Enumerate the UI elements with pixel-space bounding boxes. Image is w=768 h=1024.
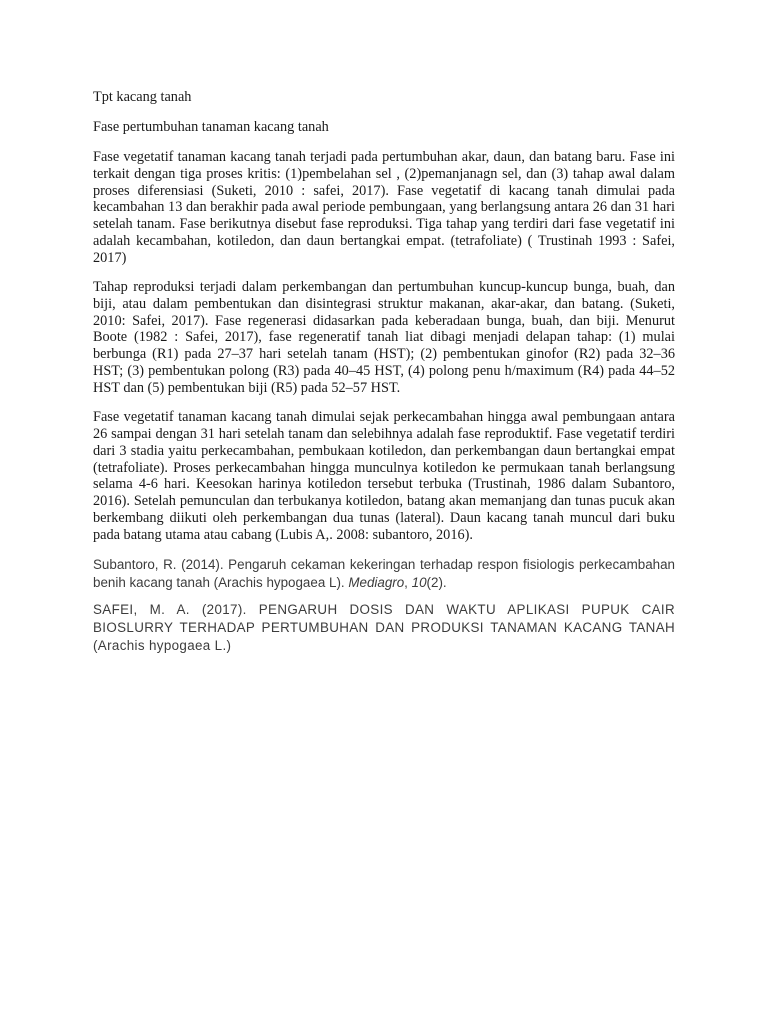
reference-volume: 10 (411, 575, 427, 591)
reference-journal: Mediagro (348, 575, 405, 591)
paragraph-vegetative-phase: Fase vegetatif tanaman kacang tanah terjadi pada pertumbuhan akar, daun, dan batang baru. Fase ini terkait dengan tiga proses kritis: (1)pembelahan sel , (2)pemanjanagn sel, dan (3) tahap awal dalam proses diferensiasi (Suketi, 2010 : safei, 2017). Fase vegetatif di kacang tanah dimulai pada kecambahan 13 dan berakhir pada awal periode pembungaan, yang berlangsung antara 26 dan 31 hari setelah tanam. Fase berikutnya disebut fase reproduksi. Tiga tahap yang terdiri dari fase vegetatif ini adalah kecambahan, kotiledon, dan daun bertangkai empat. (tetrafoliate) ( Trustinah 1993 : Safei, 2017) (93, 149, 675, 266)
paragraph-germination-stages: Fase vegetatif tanaman kacang tanah dimulai sejak perkecambahan hingga awal pembungaan antara 26 sampai dengan 31 hari setelah tanam dan selebihnya adalah fase reproduktif. Fase vegetatif terdiri dari 3 stadia yaitu perkecambahan, pembukaan kotiledon, dan perkembangan daun bertangkai empat (tetrafoliate). Proses perkecambahan hingga munculnya kotiledon ke permukaan tanah berlangsung selama 4-6 hari. Keesokan harinya kotiledon tersebut terbuka (Trustinah, 1986 dalam Subantoro, 2016). Setelah pemunculan dan terbukanya kotiledon, batang akan memanjang dan tunas pucuk akan berkembang diikuti oleh perkembangan dua tunas (lateral). Daun kacang tanah muncul dari buku pada batang utama atau cabang (Lubis A,. 2008: subantoro, 2016). (93, 409, 675, 543)
reference-subantoro (93, 556, 675, 592)
reference-safei: SAFEI, M. A. (2017). PENGARUH DOSIS DAN WAKTU APLIKASI PUPUK CAIR BIOSLURRY TERHADAP PERTUMBUHAN DAN PRODUKSI TANAMAN KACANG TANAH (Arachis hypogaea L.) (93, 602, 675, 654)
reference-safei-visible-area (93, 601, 675, 654)
reference-text: Subantoro, R. (2014). Pengaruh cekaman kekeringan terhadap respon fisiologis perkecambahan benih kacang tanah (Arachis hypogaea L). (93, 557, 675, 591)
reference-separator: , (404, 575, 412, 591)
document-title: Tpt kacang tanah (93, 89, 192, 105)
document-body (93, 87, 675, 654)
section-heading: Fase pertumbuhan tanaman kacang tanah (93, 119, 329, 135)
paragraph-reproductive-phase: Tahap reproduksi terjadi dalam perkembangan dan pertumbuhan kuncup-kuncup bunga, buah, dan biji, atau dalam pembentukan dan disintegrasi struktur makanan, akar-akar, dan batang. (Suketi, 2010: Safei, 2017). Fase regenerasi didasarkan pada keberadaan bunga, buah, dan biji. Menurut Boote (1982 : Safei, 2017), fase regeneratif tanah liat dibagi menjadi delapan tahap: (1) mulai berbunga (R1) pada 27–37 hari setelah tanam (HST); (2) pembentukan ginofor (R2) pada 32–36 HST; (3) pembentukan polong (R3) pada 40–45 HST, (4) polong penu h/maximum (R4) pada 44–52 HST dan (5) pembentukan biji (R5) pada 52–57 HST. (93, 279, 675, 396)
reference-issue: (2). (426, 575, 447, 591)
